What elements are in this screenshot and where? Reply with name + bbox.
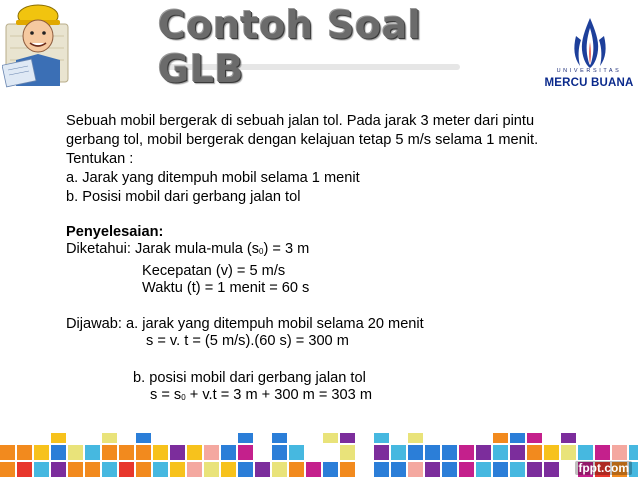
logo-university-label: UNIVERSITAS <box>556 68 622 74</box>
mosaic-tile <box>578 445 593 460</box>
mosaic-tile <box>306 433 321 443</box>
mosaic-tile <box>425 433 440 443</box>
mosaic-tile <box>561 462 576 477</box>
known-prefix: Diketahui: Jarak mula-mula (s <box>66 241 260 257</box>
mosaic-tile <box>221 433 236 443</box>
mosaic-tile <box>51 462 66 477</box>
mosaic-tile <box>493 433 508 443</box>
mosaic-tile <box>442 445 457 460</box>
mosaic-tile <box>357 445 372 460</box>
mosaic-tile <box>204 445 219 460</box>
mosaic-tile <box>340 462 355 477</box>
mosaic-tile <box>595 445 610 460</box>
mosaic-tile <box>408 433 423 443</box>
mosaic-tile <box>612 433 627 443</box>
mosaic-tile <box>476 445 491 460</box>
mosaic-tile <box>17 462 32 477</box>
mosaic-tile <box>425 445 440 460</box>
mosaic-tile <box>391 445 406 460</box>
mosaic-tile <box>357 433 372 443</box>
mosaic-tile <box>629 433 638 443</box>
mosaic-tile <box>255 445 270 460</box>
mosaic-tile <box>544 462 559 477</box>
mosaic-tile <box>102 445 117 460</box>
mosaic-tile <box>119 433 134 443</box>
mosaic-tile <box>408 462 423 477</box>
mosaic-tile <box>374 462 389 477</box>
mosaic-tile <box>153 462 168 477</box>
known-velocity: Kecepatan (v) = 5 m/s <box>142 263 286 279</box>
mosaic-tile <box>459 462 474 477</box>
known-initial-distance <box>66 240 309 261</box>
mosaic-tile <box>289 433 304 443</box>
mosaic-tile <box>374 433 389 443</box>
mosaic-tile <box>255 433 270 443</box>
mosaic-tile <box>493 462 508 477</box>
mosaic-tile <box>510 462 525 477</box>
known-time: Waktu (t) = 1 menit = 60 s <box>142 280 310 296</box>
mosaic-tile <box>17 433 32 443</box>
mosaic-tile <box>51 433 66 443</box>
mosaic-tile <box>85 462 100 477</box>
mosaic-tile <box>510 433 525 443</box>
mosaic-tile <box>289 462 304 477</box>
mosaic-tile <box>187 445 202 460</box>
mosaic-tile <box>493 445 508 460</box>
engineer-mascot-icon <box>2 2 74 90</box>
mosaic-tile <box>612 445 627 460</box>
mosaic-tile <box>34 462 49 477</box>
mosaic-tile <box>289 445 304 460</box>
mosaic-tile <box>340 433 355 443</box>
mosaic-tile <box>561 445 576 460</box>
mosaic-tile <box>170 462 185 477</box>
mosaic-tile <box>221 445 236 460</box>
decorative-mosaic-footer <box>0 433 638 479</box>
subscript-zero: 0 <box>181 393 186 402</box>
mosaic-tile <box>408 445 423 460</box>
mosaic-tile <box>153 445 168 460</box>
mosaic-tile <box>238 433 253 443</box>
mosaic-tile <box>0 462 15 477</box>
mosaic-tile <box>136 462 151 477</box>
mosaic-tile <box>17 445 32 460</box>
mosaic-tile <box>391 462 406 477</box>
mosaic-tile <box>357 462 372 477</box>
mosaic-tile <box>442 433 457 443</box>
mosaic-tile <box>476 462 491 477</box>
mosaic-tile <box>527 433 542 443</box>
known-suffix: ) = 3 m <box>263 241 310 257</box>
problem-line-4: a. Jarak yang ditempuh mobil selama 1 menit <box>66 170 360 186</box>
calc-suffix: + v.t = 3 m + 300 m = 303 m <box>185 387 372 403</box>
mosaic-tile <box>272 445 287 460</box>
mosaic-tile <box>544 433 559 443</box>
problem-line-5: b. Posisi mobil dari gerbang jalan tol <box>66 189 301 205</box>
problem-line-2: gerbang tol, mobil bergerak dengan kelajuan tetap 5 m/s selama 1 menit. <box>66 132 539 148</box>
answer-b-calculation <box>150 386 372 407</box>
mosaic-tile <box>595 433 610 443</box>
mosaic-tile <box>238 462 253 477</box>
mosaic-tile <box>153 433 168 443</box>
mosaic-tile <box>272 462 287 477</box>
mosaic-tile <box>442 462 457 477</box>
mosaic-tile <box>204 462 219 477</box>
mosaic-tile <box>34 445 49 460</box>
mosaic-tile <box>119 462 134 477</box>
answer-a-calculation: s = v. t = (5 m/s).(60 s) = 300 m <box>146 333 349 349</box>
mosaic-tile <box>306 462 321 477</box>
answer-a: Dijawab: a. jarak yang ditempuh mobil selama 20 menit <box>66 316 424 332</box>
mosaic-tile <box>527 445 542 460</box>
mosaic-tile <box>323 462 338 477</box>
mosaic-tile <box>527 462 542 477</box>
mosaic-tile <box>136 445 151 460</box>
mosaic-tile <box>170 445 185 460</box>
mosaic-tile <box>323 433 338 443</box>
mosaic-tile <box>425 462 440 477</box>
mosaic-tile <box>0 445 15 460</box>
mosaic-tile <box>187 462 202 477</box>
mosaic-tile <box>85 433 100 443</box>
mosaic-tile <box>68 462 83 477</box>
mosaic-tile <box>119 445 134 460</box>
mosaic-tile <box>391 433 406 443</box>
mosaic-tile <box>102 462 117 477</box>
mosaic-tile <box>476 433 491 443</box>
mosaic-tile <box>68 445 83 460</box>
mosaic-tile <box>561 433 576 443</box>
mosaic-tile <box>544 445 559 460</box>
answer-b: b. posisi mobil dari gerbang jalan tol <box>133 370 366 386</box>
mosaic-tile <box>323 445 338 460</box>
mosaic-tile <box>136 433 151 443</box>
page-title: Contoh Soal GLB <box>158 3 422 91</box>
mosaic-tile <box>170 433 185 443</box>
mosaic-tile <box>578 433 593 443</box>
mosaic-tile <box>204 433 219 443</box>
mosaic-tile <box>238 445 253 460</box>
mosaic-tile <box>0 433 15 443</box>
mosaic-tile <box>255 462 270 477</box>
mosaic-tile <box>374 445 389 460</box>
solution-heading: Penyelesaian: <box>66 224 164 240</box>
mosaic-tile <box>51 445 66 460</box>
mosaic-tile <box>459 433 474 443</box>
mosaic-tile <box>221 462 236 477</box>
logo-university-name: MERCU BUANA <box>544 77 634 89</box>
mosaic-tile <box>510 445 525 460</box>
mosaic-tile <box>306 445 321 460</box>
problem-line-3: Tentukan : <box>66 151 134 167</box>
calc-prefix: s = s <box>150 387 182 403</box>
mosaic-tile <box>34 433 49 443</box>
mosaic-tile <box>68 433 83 443</box>
problem-line-1: Sebuah mobil bergerak di sebuah jalan tol. Pada jarak 3 meter dari pintu <box>66 113 535 129</box>
mosaic-tile <box>102 433 117 443</box>
fppt-watermark: fppt.com <box>575 461 632 475</box>
mosaic-tile <box>85 445 100 460</box>
mosaic-tile <box>459 445 474 460</box>
mosaic-tile <box>629 445 638 460</box>
subscript-zero: 0 <box>259 247 264 256</box>
mosaic-tile <box>272 433 287 443</box>
mosaic-tile <box>340 445 355 460</box>
mosaic-tile <box>187 433 202 443</box>
